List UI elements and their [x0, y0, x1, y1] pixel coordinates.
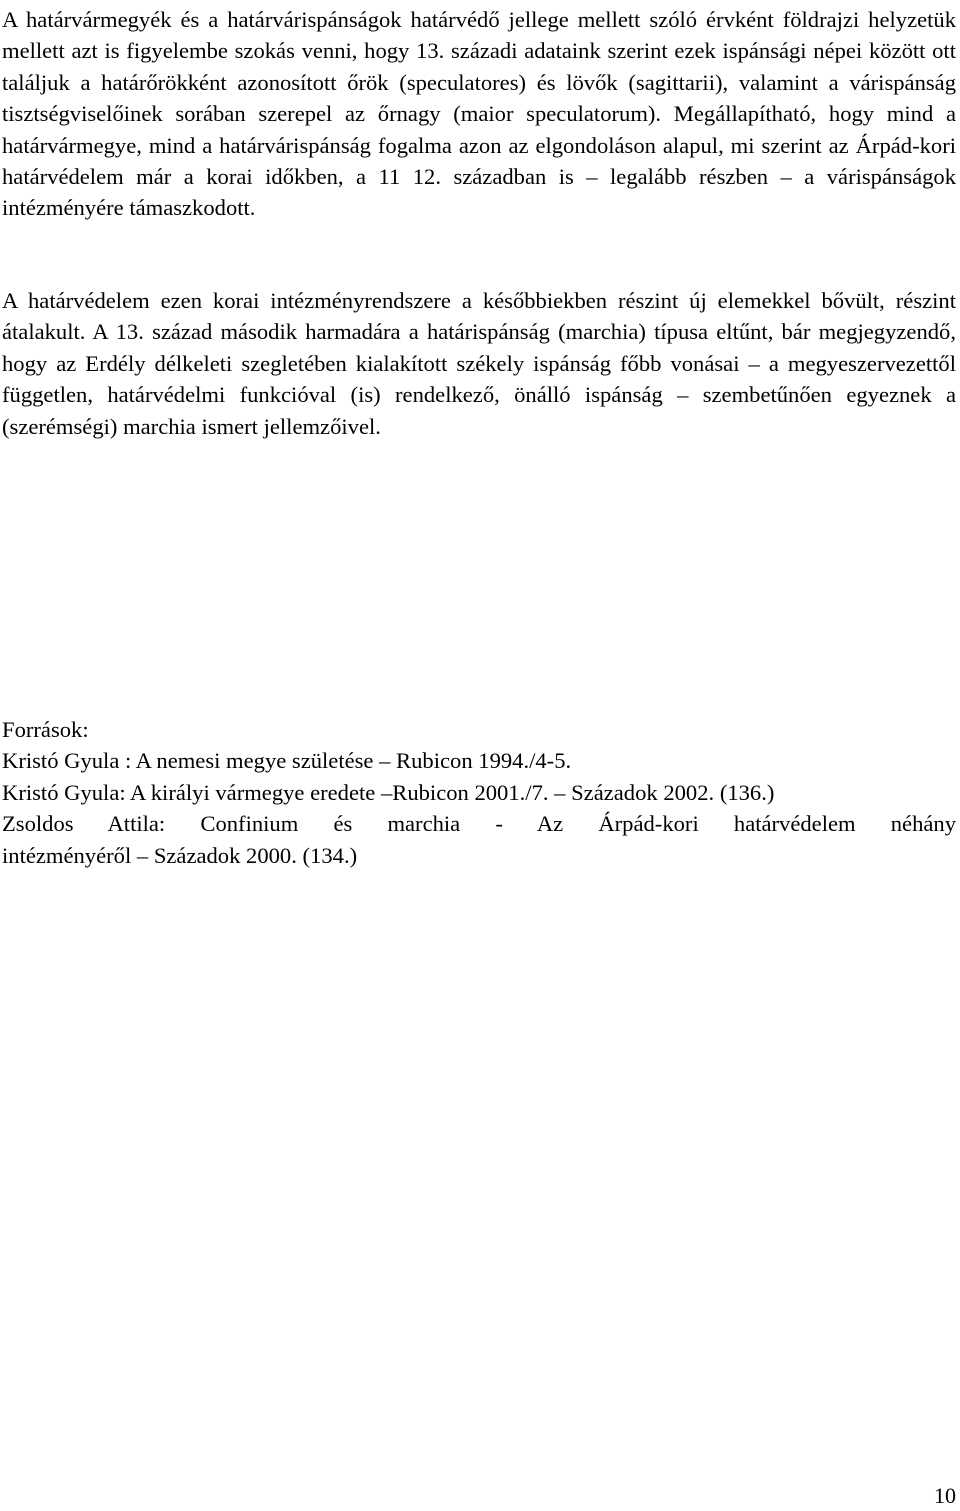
source-item: Kristó Gyula: A királyi vármegye eredete –Rubicon 2001./7. – Századok 2002. (136.): [2, 779, 775, 805]
source-item: Kristó Gyula : A nemesi megye születése – Rubicon 1994./4-5.: [2, 748, 572, 774]
page-number: 10: [934, 1483, 956, 1508]
source-item: Zsoldos Attila: Confinium és marchia - Az Árpád-kori határvédelem néhány: [2, 811, 956, 837]
source-item: intézményéről – Századok 2000. (134.): [2, 842, 358, 868]
sources-section: [2, 714, 956, 871]
body-paragraph: A határvédelem ezen korai intézményrendszere a későbbiekben részint új elemekkel bővült, részint átalakult. A 13. század második harmadára a határispánság (marchia) típusa eltűnt, bár megjegyzendő, hogy az Erdély délkeleti szegletében kialakított székely ispánság főbb vonásai – a megyeszervezettől független, határvédelmi funkcióval (is) rendelkező, önálló ispánság – szembetűnően egyeznek a (szerémségi) marchia ismert jellemzőivel.: [2, 288, 956, 439]
body-paragraph: A határvármegyék és a határvárispánságok határvédő jellege mellett szóló érvként földrajzi helyzetük mellett azt is figyelembe szokás venni, hogy 13. századi adataink szerint ezek ispánsági népei között ott találjuk a határőrökként azonosított őrök (speculatores) és lövők (sagittarii), valamint a várispánság tisztségviselőinek sorában szerepel az őrnagy (maior speculatorum). Megállapítható, hogy mind a határvármegye, mind a határvárispánság fogalma azon az elgondoláson alapul, mi szerint az Árpád-kori határvédelem már a korai időkben, a 11 12. században is – legalább részben – a várispánságok intézményére támaszkodott.: [2, 7, 956, 221]
sources-heading: Források:: [2, 717, 89, 742]
